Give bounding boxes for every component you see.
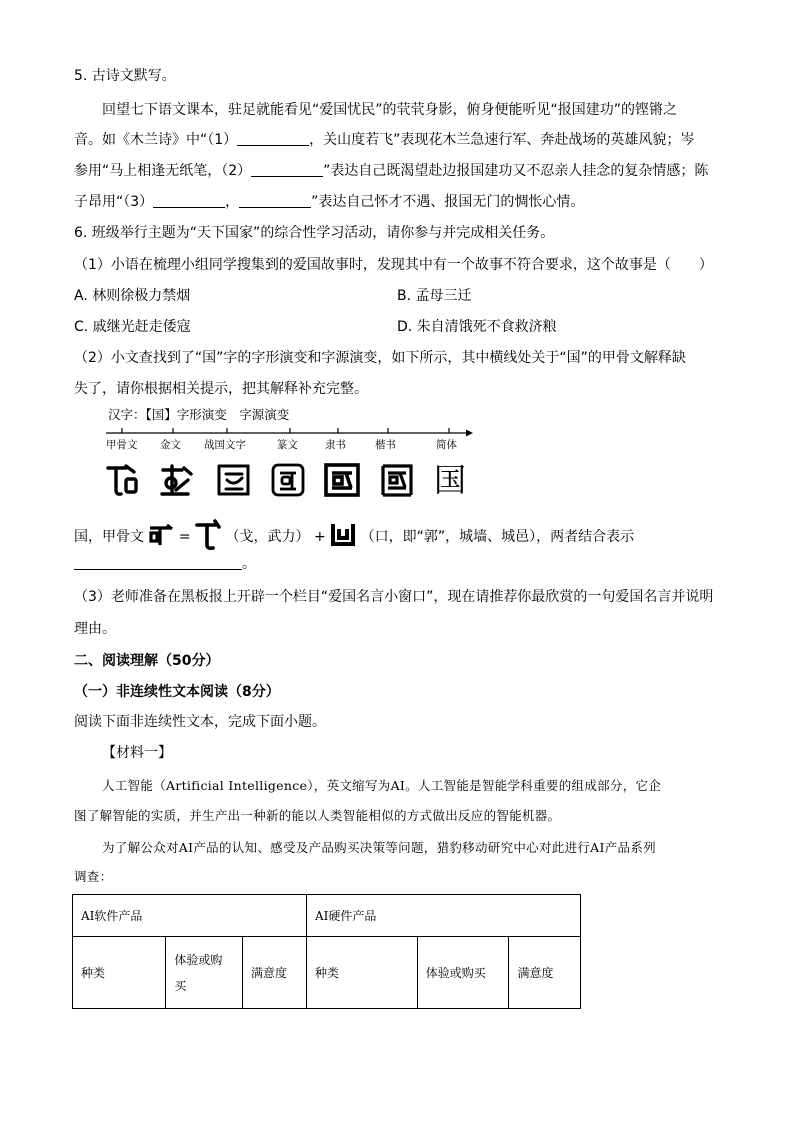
- q6-sub2-line1: （2）小文查找到了“国”字的字形演变和字源演变，如下所示，其中横线处关于“国”的甲骨文解释缺: [74, 350, 686, 366]
- col-satisfaction-hardware: 满意度: [509, 937, 581, 1009]
- oracle-bone-guo-glyph: [104, 462, 140, 498]
- q6-sub1: （1）小语在梳理小组同学搜集到的爱国故事时，发现其中有一个故事不符合要求，这个故事是（ ）: [74, 257, 713, 273]
- stage-label: 楷书: [375, 439, 396, 451]
- section2-title: 二、阅读理解（50分）: [74, 653, 220, 669]
- answer-blank-3b[interactable]: [239, 193, 311, 208]
- ai-product-survey-table: [72, 894, 581, 1009]
- q5-text: ，关山度若飞”表现花木兰急速行军、奔赴战场的英雄风貌；岑: [309, 132, 695, 148]
- q5-paragraph-line2: [74, 130, 694, 150]
- stage-label: 战国文字: [204, 439, 246, 451]
- q5-text: 音。如《木兰诗》中“（1）: [74, 132, 238, 148]
- regular-script-guo-glyph: [380, 462, 414, 498]
- explain-text: （戈，武力）: [225, 529, 310, 545]
- q5-text: 子昂用“（3）: [74, 194, 154, 210]
- stage-label: 隶书: [325, 439, 346, 451]
- q5-text: ”表达自己既渴望赴边报国建功又不忍亲人挂念的复杂情感；陈: [323, 163, 709, 179]
- stage-label: 甲骨文: [106, 439, 138, 451]
- bronze-guo-glyph: [158, 462, 194, 498]
- q5-title: 5. 古诗文默写。: [74, 68, 176, 84]
- col-experience-hardware: 体验或购买: [417, 937, 509, 1009]
- q5-text: ”表达自己怀才不遇、报国无门的惆怅心情。: [311, 194, 585, 210]
- q5-paragraph-line1: 回望七下语文课本，驻足就能看见“爱国忧民”的茕茕身影，俯身便能听见“报国建功”的铿锵之: [102, 102, 678, 118]
- enclosure-kou-icon: [330, 521, 356, 549]
- option-d[interactable]: D. 朱自清饿死不食救济粮: [397, 319, 557, 335]
- answer-blank-3a[interactable]: [153, 193, 225, 208]
- q5-text: 参用“马上相逢无纸笔，（2）: [74, 163, 252, 179]
- oracle-bone-guo-inline-icon: [148, 523, 174, 547]
- simplified-guo-glyph: 国: [434, 461, 467, 499]
- material1-line4: 调查：: [74, 869, 113, 884]
- material1-line3: 为了解公众对AI产品的认知、感受及产品购买决策等问题，猎豹移动研究中心对此进行AI产品系列: [102, 840, 656, 855]
- stage-label: 金文: [160, 439, 181, 451]
- col-exp-line2: 买: [174, 978, 187, 993]
- seal-script-guo-glyph: [270, 462, 306, 498]
- col-exp-line1: 体验或购: [174, 952, 223, 967]
- explain-text: 国，甲骨文: [74, 529, 144, 545]
- option-a[interactable]: A. 林则徐极力禁烟: [74, 288, 191, 304]
- col-type: 种类: [73, 937, 166, 1009]
- col-type-hardware: 种类: [307, 937, 418, 1009]
- q5-paragraph-line4: [74, 192, 584, 212]
- q6-title: 6. 班级举行主题为“天下国家”的综合性学习活动，请你参与并完成相关任务。: [74, 225, 555, 241]
- answer-blank-2[interactable]: [251, 162, 323, 177]
- q6-sub3-line2: 理由。: [74, 621, 116, 637]
- dagger-axe-ge-icon: [195, 519, 221, 551]
- q6-sub2-line2: 失了，请你根据相关提示，把其解释补充完整。: [74, 381, 368, 397]
- material1-line1: 人工智能（Artificial Intelligence），英文缩写为AI。人工智能是智能学科重要的组成部分，它企: [102, 778, 662, 793]
- section2-instruction: 阅读下面非连续性文本，完成下面小题。: [74, 714, 326, 730]
- software-products-header: AI软件产品: [73, 895, 307, 937]
- option-c[interactable]: C. 戚继光赶走倭寇: [74, 319, 191, 335]
- answer-blank-explain[interactable]: [74, 555, 242, 570]
- warring-states-guo-glyph: [214, 462, 254, 498]
- clerical-script-guo-glyph: [323, 462, 361, 498]
- q5-text: ，: [225, 194, 240, 210]
- explain-text: 。: [242, 556, 256, 572]
- col-experience-or-purchase: [166, 937, 243, 1009]
- q6-explain-line: 国，甲骨文 = （戈，武力） + （口，即“郭”，城墙、城邑），两者结合表示: [74, 519, 634, 551]
- figure-title: 汉字：【国】字形演变 字源演变: [108, 407, 290, 422]
- q6-explain-answer-line: [74, 554, 256, 574]
- q6-sub3-line1: （3）老师准备在黑板报上开辟一个栏目“爱国名言小窗口”，现在请推荐你最欣赏的一句爱国名言并说明: [74, 589, 714, 605]
- option-b[interactable]: B. 孟母三迁: [397, 288, 472, 304]
- material1-line2: 图了解智能的实质，并生产出一种新的能以人类智能相似的方式做出反应的智能机器。: [74, 808, 561, 823]
- col-satisfaction: 满意度: [242, 937, 306, 1009]
- stage-label: 篆文: [277, 439, 298, 451]
- stage-label: 简体: [436, 439, 457, 451]
- section2-part1-title: （一）非连续性文本阅读（8分）: [74, 684, 280, 700]
- q5-paragraph-line3: [74, 161, 708, 181]
- answer-blank-1[interactable]: [237, 131, 309, 146]
- explain-text: （口，即“郭”，城墙、城邑），两者结合表示: [360, 529, 635, 545]
- material1-label: 【材料一】: [102, 745, 172, 761]
- hardware-products-header: AI硬件产品: [307, 895, 581, 937]
